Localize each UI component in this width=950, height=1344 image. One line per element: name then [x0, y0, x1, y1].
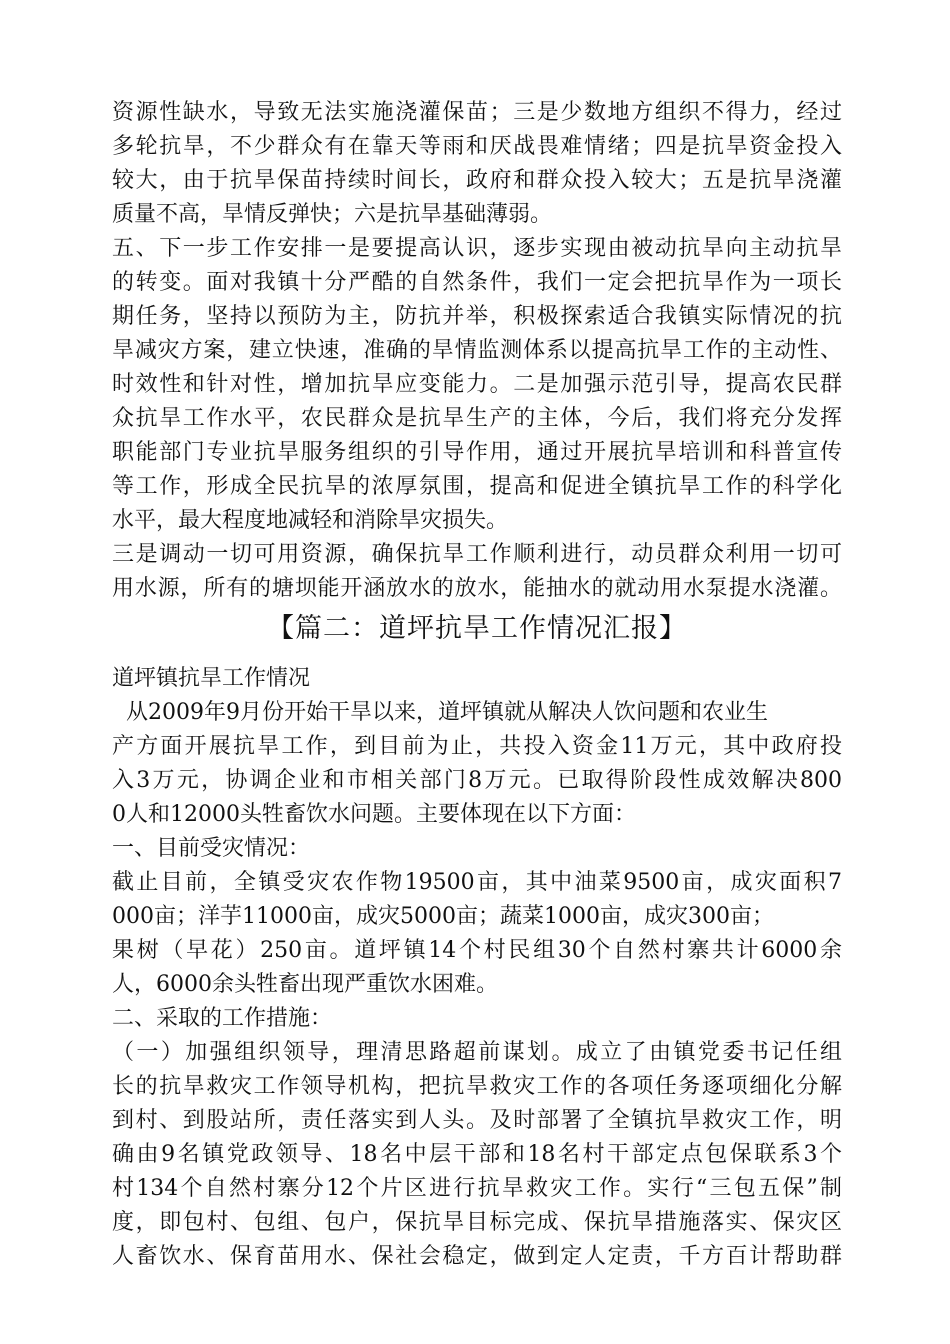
- text-line: 旱减灾方案，建立快速，准确的旱情监测体系以提高抗旱工作的主动性、: [112, 338, 842, 363]
- text-line: 的转变。面对我镇十分严酷的自然条件，我们一定会把抗旱作为一项长: [112, 270, 842, 295]
- text-line: 时效性和针对性，增加抗旱应变能力。二是加强示范引导，提高农民群: [112, 372, 842, 397]
- text-line: 职能部门专业抗旱服务组织的引导作用，通过开展抗旱培训和科普宣传: [112, 440, 842, 465]
- subtitle-line: 道坪镇抗旱工作情况: [112, 666, 311, 691]
- text-line: 度，即包村、包组、包户，保抗旱目标完成、保抗旱措施落实、保灾区: [112, 1210, 842, 1235]
- text-line: 人畜饮水、保育苗用水、保社会稳定，做到定人定责，千方百计帮助群: [112, 1244, 842, 1269]
- text-line: 0人和12000头牲畜饮水问题。主要体现在以下方面：: [112, 802, 636, 827]
- text-line: 人，6000余头牲畜出现严重饮水困难。: [112, 972, 498, 997]
- text-line: 三是调动一切可用资源，确保抗旱工作顺利进行，动员群众利用一切可: [112, 542, 842, 567]
- text-line: 产方面开展抗旱工作，到目前为止，共投入资金11万元，其中政府投: [112, 734, 842, 759]
- text-line: 资源性缺水，导致无法实施浇灌保苗；三是少数地方组织不得力，经过: [112, 100, 842, 125]
- text-line: 较大，由于抗旱保苗持续时间长，政府和群众投入较大；五是抗旱浇灌: [112, 168, 842, 193]
- part2-body: [112, 662, 842, 1274]
- text-line: 水平，最大程度地减轻和消除旱灾损失。: [112, 508, 509, 533]
- text-line: 等工作，形成全民抗旱的浓厚氛围，提高和促进全镇抗旱工作的科学化: [112, 474, 842, 499]
- text-line: 截止目前，全镇受灾农作物19500亩，其中油菜9500亩，成灾面积7: [112, 870, 842, 895]
- text-line: 村134个自然村寨分12个片区进行抗旱救灾工作。实行“三包五保”制: [112, 1176, 842, 1201]
- text-line: 一、目前受灾情况：: [112, 836, 311, 861]
- text-line: 到村、到股站所，责任落实到人头。及时部署了全镇抗旱救灾工作，明: [112, 1108, 842, 1133]
- document-page: [112, 96, 842, 1274]
- text-line: 用水源，所有的塘坝能开涵放水的放水，能抽水的就动用水泵提水浇灌。: [112, 576, 842, 601]
- text-line: （一）加强组织领导，理清思路超前谋划。成立了由镇党委书记任组: [112, 1040, 842, 1065]
- text-line: 期任务，坚持以预防为主，防抗并举，积极探索适合我镇实际情况的抗: [112, 304, 842, 329]
- text-line: 确由9名镇党政领导、18名中层干部和18名村干部定点包保联系3个: [112, 1142, 842, 1167]
- text-line: 二、采取的工作措施：: [112, 1006, 333, 1031]
- text-line: 多轮抗旱，不少群众有在靠天等雨和厌战畏难情绪；四是抗旱资金投入: [112, 134, 842, 159]
- part1-body: [112, 96, 842, 606]
- text-line: 五、下一步工作安排一是要提高认识，逐步实现由被动抗旱向主动抗旱: [112, 236, 842, 261]
- text-line: 长的抗旱救灾工作领导机构，把抗旱救灾工作的各项任务逐项细化分解: [112, 1074, 842, 1099]
- section-title: 【篇二：道坪抗旱工作情况汇报】: [267, 613, 687, 644]
- text-line: 从2009年9月份开始干旱以来，道坪镇就从解决人饮问题和农业生: [112, 700, 768, 725]
- text-line: 质量不高，旱情反弹快；六是抗旱基础薄弱。: [112, 202, 553, 227]
- text-line: 000亩；洋芋11000亩，成灾5000亩；蔬菜1000亩，成灾300亩；: [112, 904, 774, 929]
- text-line: 众抗旱工作水平，农民群众是抗旱生产的主体，今后，我们将充分发挥: [112, 406, 842, 431]
- text-line: 入3万元，协调企业和市相关部门8万元。已取得阶段性成效解决800: [112, 768, 842, 793]
- text-line: 果树（早花）250亩。道坪镇14个村民组30个自然村寨共计6000余: [112, 938, 842, 963]
